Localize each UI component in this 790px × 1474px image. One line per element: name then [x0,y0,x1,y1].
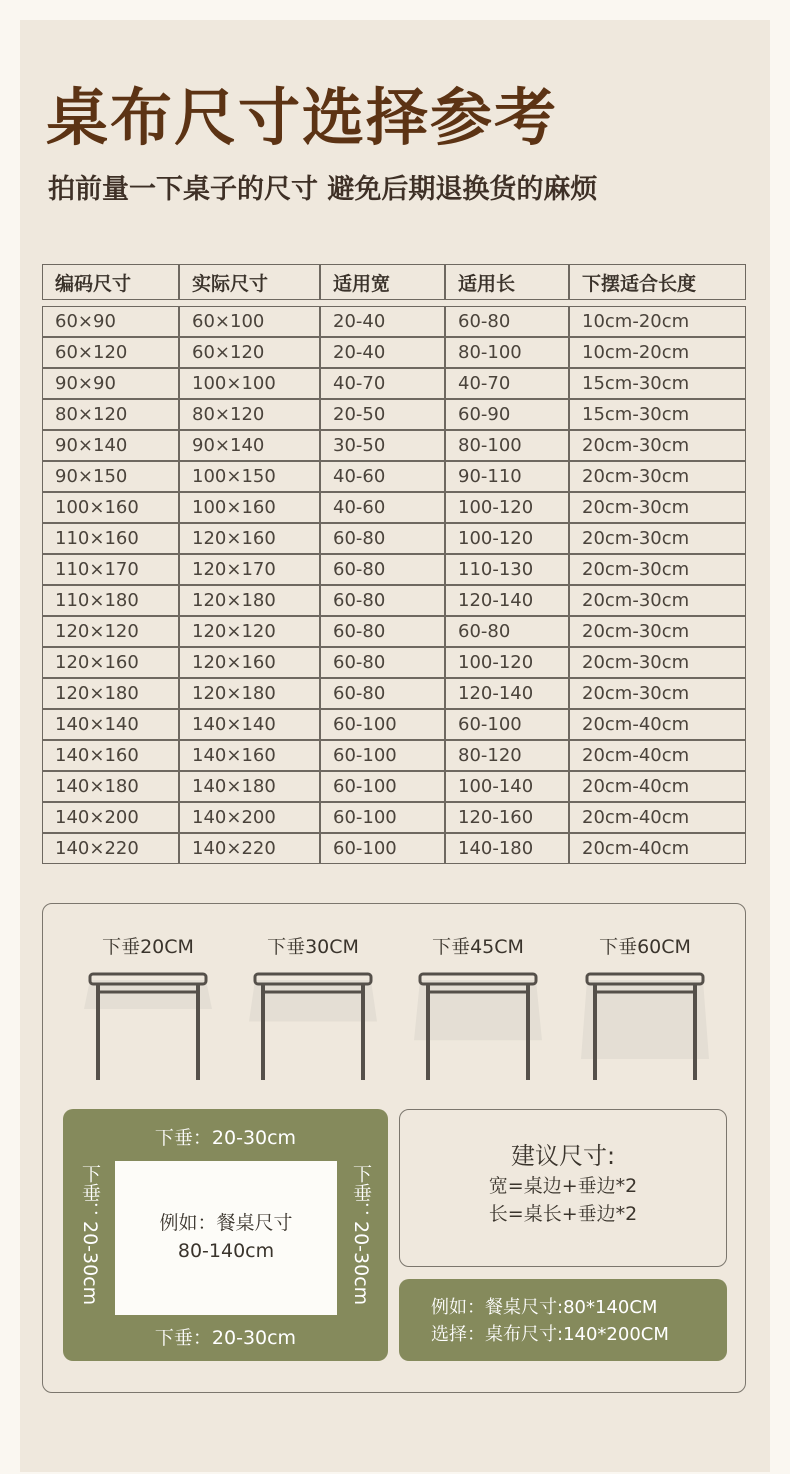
cell-fit-length: 90-110 [445,461,569,492]
table-row [42,802,746,833]
table-row [42,771,746,802]
page-title: 桌布尺寸选择参考 [46,81,559,154]
header-actual-size: 实际尺寸 [179,264,320,300]
drop-illustration [73,934,223,1082]
cell-actual-size: 140×220 [179,833,320,864]
example-table-label: 例如：餐桌尺寸 [159,1212,293,1234]
drop-illustration [570,934,720,1082]
cell-drop-length: 20cm-30cm [569,585,746,616]
cell-fit-width: 60-80 [320,585,445,616]
cell-actual-size: 120×120 [179,616,320,647]
cell-drop-length: 20cm-40cm [569,833,746,864]
cell-actual-size: 100×100 [179,368,320,399]
table-row [42,430,746,461]
cell-drop-length: 20cm-30cm [569,430,746,461]
cell-fit-length: 120-140 [445,678,569,709]
table-row [42,461,746,492]
cell-actual-size: 140×160 [179,740,320,771]
cell-code-size: 90×140 [42,430,179,461]
cell-actual-size: 100×150 [179,461,320,492]
cell-code-size: 140×220 [42,833,179,864]
cell-fit-length: 140-180 [445,833,569,864]
example-cloth-line: 选择：桌布尺寸:140*200CM [431,1324,669,1345]
cell-fit-width: 20-50 [320,399,445,430]
cell-fit-length: 80-100 [445,430,569,461]
cell-fit-length: 60-80 [445,306,569,337]
table-top-area [115,1161,337,1315]
cell-fit-width: 60-100 [320,833,445,864]
cell-drop-length: 20cm-30cm [569,647,746,678]
table-with-cloth-icon [78,972,218,1082]
table-row [42,306,746,337]
table-row [42,492,746,523]
advice-width-formula: 宽=桌边+垂边*2 [488,1175,638,1197]
drop-label: 下垂30CM [267,936,359,958]
cell-actual-size: 60×100 [179,306,320,337]
table-row [42,523,746,554]
cell-fit-width: 20-40 [320,306,445,337]
cell-fit-length: 80-120 [445,740,569,771]
table-header-row [42,264,746,300]
cell-code-size: 110×170 [42,554,179,585]
table-row [42,368,746,399]
cell-fit-length: 110-130 [445,554,569,585]
drop-illustration-section [42,903,746,1393]
size-table [42,264,746,864]
example-box [399,1279,727,1361]
cell-actual-size: 60×120 [179,337,320,368]
header-fit-width: 适用宽 [320,264,445,300]
cell-code-size: 120×120 [42,616,179,647]
cell-fit-length: 60-80 [445,616,569,647]
cell-actual-size: 140×200 [179,802,320,833]
cell-code-size: 100×160 [42,492,179,523]
cell-drop-length: 10cm-20cm [569,306,746,337]
overhang-top-label: 下垂：20-30cm [154,1127,297,1149]
cell-fit-length: 60-90 [445,399,569,430]
table-row [42,337,746,368]
cell-fit-width: 60-80 [320,678,445,709]
overhang-diagram [63,1109,388,1361]
cell-fit-length: 40-70 [445,368,569,399]
cell-drop-length: 20cm-30cm [569,678,746,709]
cell-fit-width: 60-80 [320,523,445,554]
cell-fit-width: 60-80 [320,616,445,647]
cell-actual-size: 120×180 [179,678,320,709]
overhang-left-label: 下垂：20-30cm [79,1164,101,1306]
table-row [42,740,746,771]
cell-code-size: 120×180 [42,678,179,709]
cell-fit-width: 20-40 [320,337,445,368]
cell-fit-width: 60-80 [320,647,445,678]
cell-actual-size: 90×140 [179,430,320,461]
cell-drop-length: 20cm-30cm [569,554,746,585]
cell-drop-length: 10cm-20cm [569,337,746,368]
cell-code-size: 60×90 [42,306,179,337]
cell-fit-length: 100-120 [445,647,569,678]
cell-fit-width: 60-100 [320,709,445,740]
drop-label: 下垂60CM [599,936,691,958]
cell-drop-length: 20cm-30cm [569,492,746,523]
header-code-size: 编码尺寸 [42,264,179,300]
table-row [42,585,746,616]
cell-fit-length: 100-120 [445,492,569,523]
cell-fit-length: 120-160 [445,802,569,833]
table-row [42,616,746,647]
table-row [42,709,746,740]
cell-fit-width: 60-80 [320,554,445,585]
table-row [42,647,746,678]
cell-actual-size: 120×160 [179,523,320,554]
cell-drop-length: 15cm-30cm [569,399,746,430]
cell-actual-size: 80×120 [179,399,320,430]
cell-fit-width: 60-100 [320,740,445,771]
cell-actual-size: 120×170 [179,554,320,585]
table-with-cloth-icon [575,972,715,1082]
cell-actual-size: 120×160 [179,647,320,678]
page-subtitle: 拍前量一下桌子的尺寸 避免后期退换货的麻烦 [48,174,598,205]
table-row [42,833,746,864]
table-with-cloth-icon [408,972,548,1082]
cell-actual-size: 140×140 [179,709,320,740]
table-with-cloth-icon [243,972,383,1082]
cell-fit-length: 100-140 [445,771,569,802]
cell-drop-length: 20cm-40cm [569,740,746,771]
advice-box [399,1109,727,1267]
cell-fit-length: 60-100 [445,709,569,740]
cell-actual-size: 120×180 [179,585,320,616]
advice-length-formula: 长=桌长+垂边*2 [488,1203,638,1225]
cell-code-size: 60×120 [42,337,179,368]
drop-label: 下垂45CM [432,936,524,958]
cell-code-size: 140×160 [42,740,179,771]
cell-fit-width: 60-100 [320,771,445,802]
example-table-size: 80-140cm [177,1240,275,1262]
cell-fit-width: 60-100 [320,802,445,833]
cell-code-size: 140×200 [42,802,179,833]
header-drop-length: 下摆适合长度 [569,264,746,300]
header-fit-length: 适用长 [445,264,569,300]
example-table-line: 例如：餐桌尺寸:80*140CM [431,1297,658,1318]
advice-heading: 建议尺寸: [510,1142,616,1170]
cell-actual-size: 100×160 [179,492,320,523]
table-row [42,678,746,709]
cell-code-size: 120×160 [42,647,179,678]
overhang-right-label: 下垂：20-30cm [350,1164,372,1306]
cell-drop-length: 20cm-40cm [569,802,746,833]
cell-fit-width: 40-60 [320,492,445,523]
table-row [42,399,746,430]
cell-code-size: 140×140 [42,709,179,740]
drop-illustration [403,934,553,1082]
cell-code-size: 80×120 [42,399,179,430]
cell-code-size: 140×180 [42,771,179,802]
cell-drop-length: 15cm-30cm [569,368,746,399]
cell-drop-length: 20cm-30cm [569,523,746,554]
cell-fit-width: 30-50 [320,430,445,461]
drop-label: 下垂20CM [102,936,194,958]
cell-drop-length: 20cm-40cm [569,771,746,802]
drop-illustration [238,934,388,1082]
cell-drop-length: 20cm-30cm [569,461,746,492]
cell-fit-length: 80-100 [445,337,569,368]
table-row [42,554,746,585]
cell-fit-length: 100-120 [445,523,569,554]
cell-code-size: 90×90 [42,368,179,399]
cell-code-size: 110×180 [42,585,179,616]
cell-code-size: 90×150 [42,461,179,492]
overhang-bottom-label: 下垂：20-30cm [154,1327,297,1349]
cell-fit-width: 40-60 [320,461,445,492]
cell-drop-length: 20cm-30cm [569,616,746,647]
cell-drop-length: 20cm-40cm [569,709,746,740]
cell-fit-width: 40-70 [320,368,445,399]
cell-actual-size: 140×180 [179,771,320,802]
cell-fit-length: 120-140 [445,585,569,616]
cell-code-size: 110×160 [42,523,179,554]
